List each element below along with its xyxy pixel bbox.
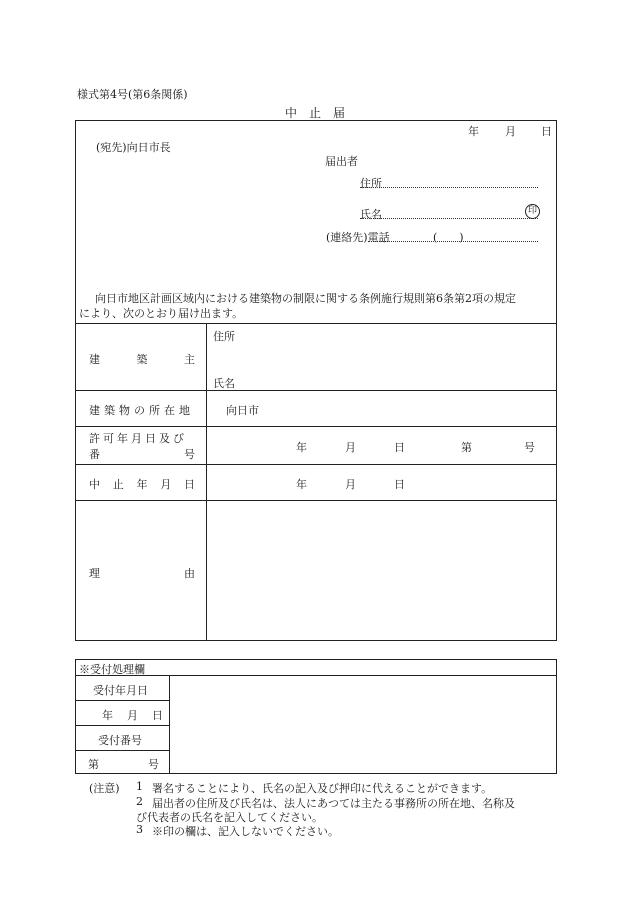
stop-date-label: 中 止 年 月 日	[89, 478, 195, 491]
reception-number-label: 受付番号	[98, 734, 142, 747]
row-divider	[75, 725, 169, 726]
permit-label-line2: 番 号	[89, 448, 195, 461]
reception-date-year: 年	[102, 709, 113, 722]
owner-label: 建 築 主	[89, 353, 195, 366]
seal-icon: 印	[525, 204, 540, 219]
applicant-label: 届出者	[325, 155, 358, 168]
permit-day: 日	[394, 441, 405, 454]
addressee: (宛先)向日市長	[96, 141, 171, 154]
note-2-num: 2	[136, 795, 143, 808]
permit-month: 月	[345, 441, 356, 454]
note-2-text: 届出者の住所及び氏名は、法人にあつては主たる事務所の所在地、名称及	[152, 797, 515, 810]
reception-number-prefix: 第	[88, 758, 99, 771]
column-divider	[206, 323, 207, 641]
note-1-num: 1	[136, 780, 143, 793]
form-title: 中 止 届	[285, 106, 346, 120]
row-divider	[75, 464, 557, 465]
permit-label-line1: 許可年月日及び	[89, 432, 187, 445]
reception-number-suffix: 号	[148, 758, 159, 771]
row-divider	[75, 390, 557, 391]
permit-no-prefix: 第	[461, 441, 472, 454]
row-divider	[75, 323, 557, 324]
reception-date-month: 月	[127, 709, 138, 722]
date-month: 月	[505, 125, 516, 138]
reception-date-label: 受付年月日	[93, 684, 148, 697]
applicant-address-label: 住所	[360, 177, 382, 190]
statement-line2: により、次のとおり届け出ます。	[79, 307, 244, 320]
contact-paren: ( )	[433, 231, 464, 244]
stop-year: 年	[296, 478, 307, 491]
date-day: 日	[541, 125, 552, 138]
permit-year: 年	[296, 441, 307, 454]
row-divider	[75, 500, 557, 501]
reception-date-day: 日	[152, 709, 163, 722]
owner-address-label: 住所	[213, 330, 235, 343]
permit-no-suffix: 号	[524, 441, 535, 454]
column-divider	[169, 675, 170, 774]
note-2-cont: び代表者の氏名を記入してください。	[136, 811, 323, 824]
row-divider	[75, 700, 169, 701]
contact-phone-field[interactable]	[368, 241, 538, 242]
applicant-name-label: 氏名	[360, 208, 382, 221]
row-divider	[75, 750, 169, 751]
reason-field[interactable]	[210, 505, 552, 637]
reception-title: ※受付処理欄	[79, 663, 145, 676]
applicant-name-field[interactable]	[360, 218, 538, 219]
applicant-address-field[interactable]	[360, 187, 538, 188]
row-divider	[75, 426, 557, 427]
note-3-num: 3	[136, 823, 143, 836]
location-label: 建築物の所在地	[89, 404, 194, 417]
reason-label: 理 由	[89, 567, 195, 580]
owner-name-label: 氏名	[213, 377, 235, 390]
stop-month: 月	[345, 478, 356, 491]
contact-label: (連絡先)電話	[326, 231, 390, 244]
date-year: 年	[468, 125, 479, 138]
note-3-text: ※印の欄は、記入しないでください。	[152, 825, 339, 838]
form-number: 様式第4号(第6条関係)	[77, 88, 188, 101]
note-1-text: 署名することにより、氏名の記入及び押印に代えることができます。	[152, 782, 493, 795]
notes-prefix: (注意)	[89, 782, 120, 795]
statement-line1: 向日市地区計画区域内における建築物の制限に関する条例施行規則第6条第2項の規定	[95, 292, 516, 305]
stop-day: 日	[394, 478, 405, 491]
location-value: 向日市	[226, 404, 259, 417]
row-divider	[75, 675, 557, 676]
